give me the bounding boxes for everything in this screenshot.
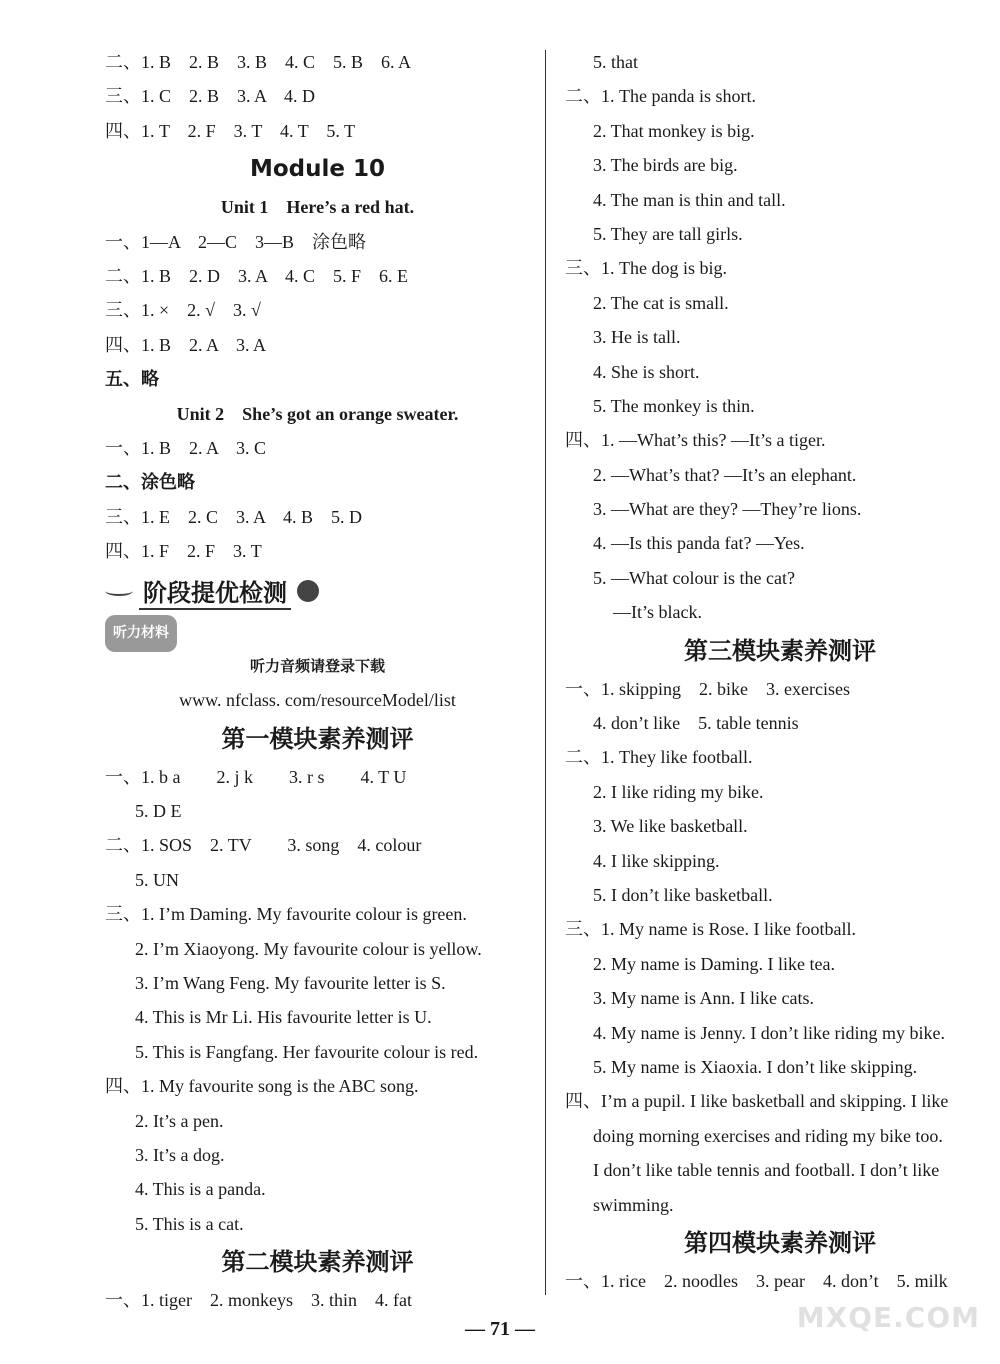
watermark: MXQE.COM: [796, 1301, 980, 1334]
answer-line: 四、1. —What’s this? —It’s a tiger.: [565, 430, 826, 451]
section-title: 第四模块素养测评: [684, 1228, 876, 1257]
answer-line: 四、1. B 2. A 3. A: [105, 334, 267, 355]
unit-title: Unit 2 She’s got an orange sweater.: [176, 403, 459, 424]
answer-line: 3. The birds are big.: [593, 155, 738, 176]
answer-line: 2. I’m Xiaoyong. My favourite colour is yellow.: [135, 938, 482, 959]
answer-line: 5. UN: [135, 869, 179, 890]
answer-line: 三、1. E 2. C 3. A 4. B 5. D: [105, 506, 363, 527]
answer-line: 3. It’s a dog.: [135, 1144, 225, 1165]
answer-line: 三、1. × 2. √ 3. √: [105, 300, 261, 321]
answer-line: 二、1. SOS 2. TV 3. song 4. colour: [105, 835, 422, 856]
answer-line: 5. The monkey is thin.: [593, 395, 755, 416]
unit-title: Unit 1 Here’s a red hat.: [220, 197, 415, 218]
answer-line: 2. The cat is small.: [593, 292, 729, 313]
answer-line: 5. They are tall girls.: [593, 223, 743, 244]
answer-line: 四、1. My favourite song is the ABC song.: [105, 1076, 419, 1097]
ball-icon: [297, 580, 319, 602]
swoosh-icon: [105, 586, 133, 596]
answer-line: 一、1. b a 2. j k 3. r s 4. T U: [105, 766, 407, 787]
answer-line: 4. I like skipping.: [593, 850, 720, 871]
stage-banner-text: 阶段提优检测: [139, 573, 291, 610]
module-title: Module 10: [249, 156, 386, 183]
answer-paragraph-line: swimming.: [593, 1194, 674, 1215]
answer-line: 5. I don’t like basketball.: [593, 884, 773, 905]
answer-line: 5. that: [593, 52, 638, 72]
section-title: 第一模块素养测评: [221, 724, 414, 753]
stage-banner: [105, 568, 530, 614]
answer-line: 4. My name is Jenny. I don’t like riding my bike.: [593, 1022, 945, 1043]
answer-line: 2. I like riding my bike.: [593, 781, 764, 802]
answer-line: 二、1. B 2. D 3. A 4. C 5. F 6. E: [105, 265, 409, 286]
page-number: — 71 —: [465, 1318, 535, 1340]
answer-line: 3. —What are they? —They’re lions.: [593, 499, 862, 520]
answer-line: 3. I’m Wang Feng. My favourite letter is S.: [135, 972, 446, 993]
answer-line: 三、1. I’m Daming. My favourite colour is green.: [105, 904, 467, 925]
answer-line: 4. The man is thin and tall.: [593, 189, 786, 210]
listening-tag-row: [105, 614, 530, 648]
answer-line: 一、1. skipping 2. bike 3. exercises: [565, 678, 850, 699]
answer-line: 一、1. tiger 2. monkeys 3. thin 4. fat: [105, 1290, 412, 1311]
answer-line: 一、1. B 2. A 3. C: [105, 437, 267, 458]
answer-line: 三、1. The dog is big.: [565, 258, 727, 279]
answer-paragraph-line: I don’t like table tennis and football. I don’t like: [593, 1160, 940, 1181]
answer-line: 四、1. T 2. F 3. T 4. T 5. T: [105, 120, 356, 141]
answer-line: 二、1. The panda is short.: [565, 86, 756, 107]
answer-line: 4. This is Mr Li. His favourite letter is U.: [135, 1007, 432, 1028]
answer-line: 4. —Is this panda fat? —Yes.: [593, 533, 805, 554]
section-title: 第二模块素养测评: [221, 1248, 414, 1277]
answer-line: 2. My name is Daming. I like tea.: [593, 953, 835, 974]
answer-line: 三、1. C 2. B 3. A 4. D: [105, 86, 316, 107]
answer-line: 5. D E: [135, 801, 182, 822]
answer-line: 一、1. rice 2. noodles 3. pear 4. don’t 5. milk: [565, 1270, 948, 1291]
download-url: www. nfclass. com/resourceModel/list: [179, 690, 456, 711]
answer-line: 2. It’s a pen.: [135, 1110, 224, 1131]
answer-line: 二、1. B 2. B 3. B 4. C 5. B 6. A: [105, 52, 412, 72]
answer-line: 5. My name is Xiaoxia. I don’t like skipping.: [593, 1056, 918, 1077]
answer-line: 5. This is a cat.: [135, 1213, 244, 1234]
answer-line: 二、涂色略: [105, 472, 195, 493]
answer-line: 4. This is a panda.: [135, 1179, 266, 1200]
answer-paragraph-line: doing morning exercises and riding my bike too.: [593, 1125, 943, 1146]
answer-line: —It’s black.: [613, 602, 702, 623]
section-title: 第三模块素养测评: [684, 636, 876, 665]
answer-line: 3. My name is Ann. I like cats.: [593, 988, 814, 1009]
column-divider: [545, 50, 546, 1295]
left-column: [105, 45, 530, 1318]
answer-line: 一、1—A 2—C 3—B 涂色略: [105, 231, 367, 252]
answer-line: 4. don’t like 5. table tennis: [593, 713, 799, 734]
download-text: 听力音频请登录下载: [249, 656, 385, 675]
answer-line: 2. —What’s that? —It’s an elephant.: [593, 464, 857, 485]
answer-line: 3. We like basketball.: [593, 816, 748, 837]
answer-line: 四、1. F 2. F 3. T: [105, 541, 262, 562]
answer-line: 二、1. They like football.: [565, 747, 753, 768]
answer-line: 5. This is Fangfang. Her favourite colour is red.: [135, 1041, 479, 1062]
answer-line: 2. That monkey is big.: [593, 120, 755, 141]
answer-line: 三、1. My name is Rose. I like football.: [565, 919, 856, 940]
right-column: [565, 45, 995, 1298]
listening-tag: 听力材料: [105, 615, 177, 651]
answer-line: 4. She is short.: [593, 361, 700, 382]
answer-line: 五、略: [105, 369, 159, 390]
answer-line: 5. —What colour is the cat?: [593, 567, 795, 588]
answer-line: 3. He is tall.: [593, 327, 681, 348]
answer-paragraph-line: 四、I’m a pupil. I like basketball and skipping. I like: [565, 1091, 949, 1112]
